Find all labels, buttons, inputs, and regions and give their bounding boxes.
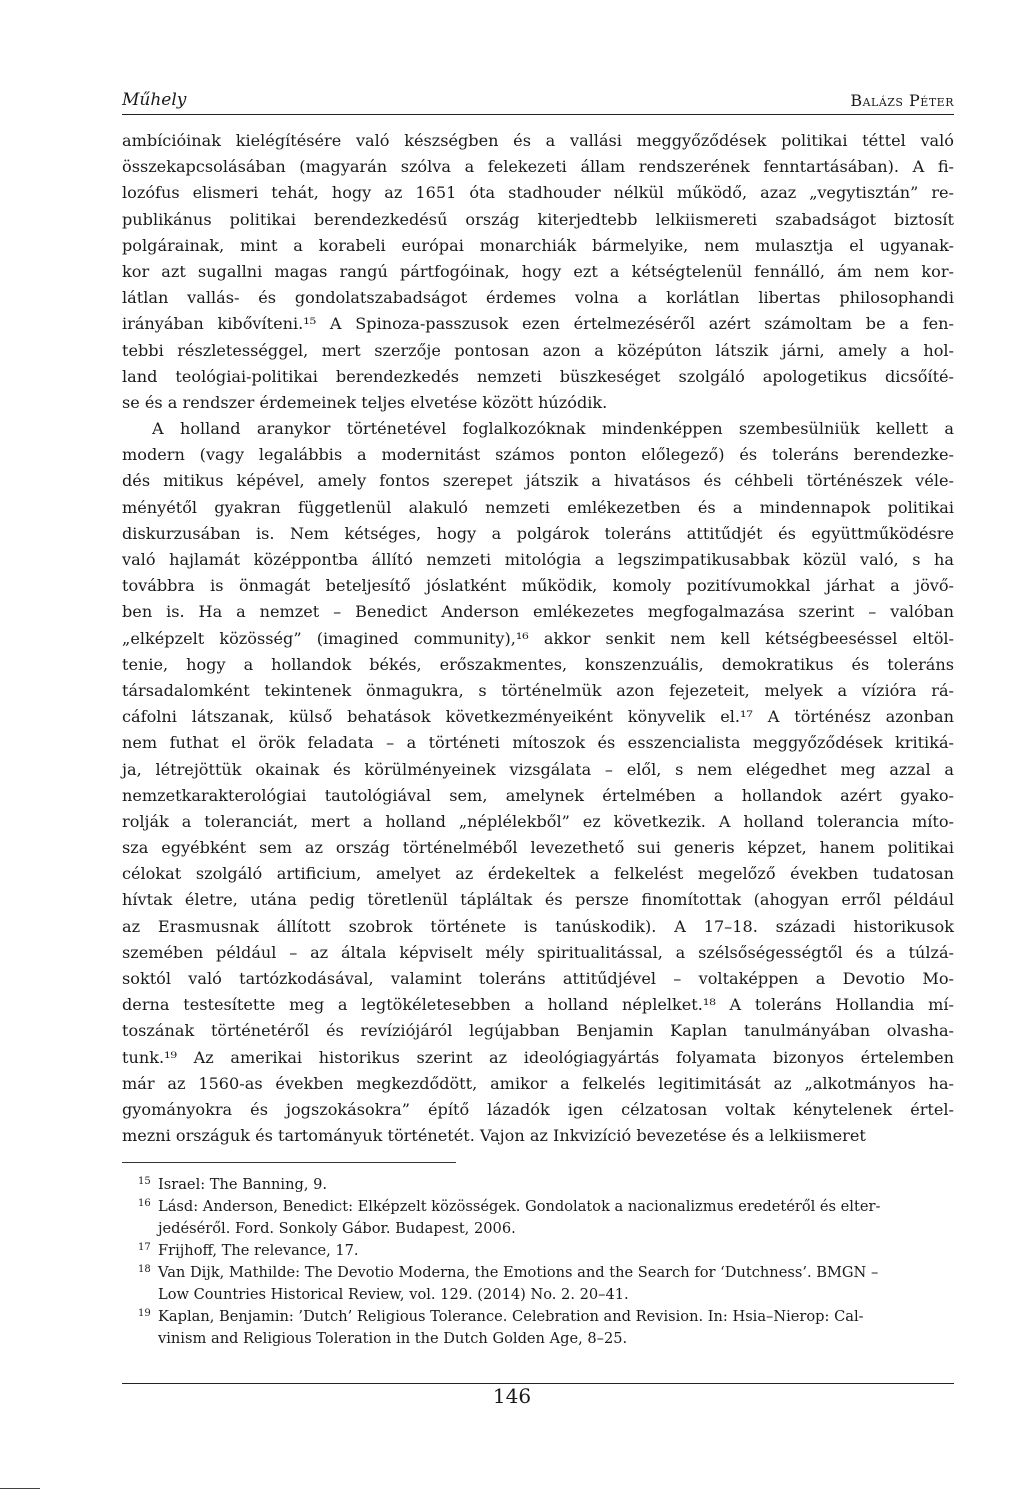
footnote-number: 18 (138, 1264, 151, 1275)
body-text (122, 128, 954, 1149)
footnote-number: 17 (138, 1242, 151, 1253)
author-name: Balázs Péter (850, 91, 954, 110)
footnote (122, 1196, 954, 1240)
text-line: lozófus elismeri tehát, hogy az 1651 óta stadhouder nélkül működő, azaz „vegytisztán” re- (122, 183, 954, 203)
footnote-text: vinism and Religious Toleration in the Dutch Golden Age, 8–25. (158, 1330, 628, 1347)
footnote-text: Frijhoff, The relevance, 17. (158, 1242, 359, 1259)
text-line: gyományokra és jogszokásokra” építő lázadók igen célzatosan voltak kénytelenek értel- (122, 1099, 954, 1119)
text-line: polgárainak, mint a korabeli európai monarchiák bármelyike, nem mulasztja el ugyanak- (122, 235, 954, 255)
text-line: hívtak életre, utána pedig töretlenül tápláltak és persze finomítottak (ahogyan erről például (122, 890, 954, 910)
text-line: társadalomként tekintenek önmagukra, s történelmük azon fejezeteit, melyek a vízióra rá- (122, 680, 954, 700)
footnote (122, 1306, 954, 1350)
footnote-text: Low Countries Historical Review, vol. 129. (2014) No. 2. 20–41. (158, 1286, 629, 1303)
footnote (122, 1240, 954, 1262)
text-line: mezni országuk és tartományuk történetét. Vajon az Inkvizíció bevezetése és a lelkiismeret (122, 1126, 866, 1146)
text-line: továbbra is önmagát beteljesítő jóslatként működik, komoly pozitívumokkal járhat a jövő- (122, 576, 954, 596)
footnote (122, 1262, 954, 1306)
text-line: ja, létrejöttük okainak és körülményeinek vizsgálata – elől, s nem elégedhet meg azzal a (122, 759, 954, 779)
paragraphs (122, 128, 954, 1149)
text-line: diskurzusában is. Nem kétséges, hogy a polgárok toleráns attitűdjét és együttműködésre (122, 523, 954, 543)
text-line: ben is. Ha a nemzet – Benedict Anderson emlékezetes megfogalmazása szerint – valóban (122, 602, 954, 622)
text-line: toszának történetéről és revíziójáról legújabban Benjamin Kaplan tanulmányában olvasha- (122, 1021, 954, 1041)
text-line: dés mitikus képével, amely fontos szerepet játszik a hivatásos és céhbeli történészek véle- (122, 471, 954, 491)
text-line: modern (vagy legalábbis a modernitást számos ponton előlegező) és toleráns berendezke- (122, 445, 954, 465)
text-line: való hajlamát középpontba állító nemzeti mitológia a legszimpatikusabbak közül való, s ha (122, 550, 954, 569)
text-line: rolják a toleranciát, mert a holland „néplélekből” ez következik. A holland tolerancia míto- (122, 811, 954, 831)
footnote-number: 15 (138, 1176, 151, 1187)
text-line: se és a rendszer érdemeinek teljes elvetése között húzódik. (122, 392, 608, 412)
text-line: tebbi részletességgel, mert szerzője pontosan azon a középúton látszik járni, amely a hol- (122, 340, 954, 360)
section-title: Műhely (122, 90, 187, 110)
text-line: sza egyébként sem az ország történelméből levezethető sui generis képzet, hanem politikai (122, 838, 954, 858)
text-line: derna testesítette meg a legtökéletesebben a holland néplelket.¹⁸ A toleráns Hollandia mí- (122, 995, 954, 1015)
text-line: „elképzelt közösség” (imagined community),¹⁶ akkor senkit nem kell kétségbeeséssel eltöl- (122, 628, 954, 648)
footnote-text: Kaplan, Benjamin: ’Dutch’ Religious Tolerance. Celebration and Revision. In: Hsia–Nierop: Cal- (158, 1308, 864, 1325)
footnote-number: 16 (138, 1198, 151, 1209)
text-line: látlan vallás- és gondolatszabadságot érdemes volna a korlátlan libertas philosophandi (122, 288, 954, 308)
footnote (122, 1174, 954, 1196)
page-number: 146 (492, 1384, 532, 1408)
text-line: ményétől gyakran függetlenül alakuló nemzeti emlékezetben és a mindennapok politikai (122, 497, 954, 517)
text-line: az Erasmusnak állított szobrok története is tanúskodik). A 17–18. századi historikusok (122, 916, 954, 936)
text-line: irányában kibővíteni.¹⁵ A Spinoza-passzusok ezen értelmezéséről azért számoltam be a fen- (122, 314, 954, 334)
text-line: A holland aranykor történetével foglalkozóknak mindenképpen szembesülniük kellett a (152, 419, 954, 439)
text-line: land teológiai-politikai berendezkedés nemzeti büszkeséget szolgáló apologetikus dicsőíté- (122, 366, 954, 386)
footnote-text: Van Dijk, Mathilde: The Devotio Moderna, the Emotions and the Search for ‘Dutchness’. BMGN – (158, 1264, 879, 1281)
footnote-text: Lásd: Anderson, Benedict: Elképzelt közösségek. Gondolatok a nacionalizmus eredetéről és elter- (158, 1198, 881, 1215)
footnote-number: 19 (138, 1308, 151, 1319)
text-line: már az 1560-as években megkezdődött, amikor a felkelés legitimitását az „alkotmányos ha- (122, 1073, 954, 1093)
text-line: nem futhat el örök feladata – a történeti mítoszok és esszencialista meggyőződések kritiká- (122, 733, 954, 753)
text-line: szemében például – az általa képviselt mély spiritualitással, a szélsőségességtől és a túlzá- (122, 942, 954, 962)
footnotes (122, 1174, 954, 1350)
footnote-text: jedéséről. Ford. Sonkoly Gábor. Budapest, 2006. (158, 1220, 516, 1237)
text-line: kor azt sugallni magas rangú pártfogóinak, hogy ezt a kétségtelenül fennálló, ám nem kor- (122, 261, 954, 281)
scan-mark (0, 1488, 40, 1489)
text-line: nemzetkarakterológiai tautológiával sem, amelynek értelmében a hollandok azért gyako- (122, 785, 954, 805)
running-header (122, 88, 954, 115)
text-line: publikánus politikai berendezkedésű ország kiterjedtebb lelkiismereti szabadságot biztosít (122, 209, 954, 229)
text-line: célokat szolgáló artificium, amelyet az érdekeltek a felkelést megelőző években tudatosan (122, 864, 954, 884)
text-line: összekapcsolásában (magyarán szólva a felekezeti állam rendszerének fenntartásában). A fi- (122, 157, 954, 177)
text-line: tunk.¹⁹ Az amerikai historikus szerint az ideológiagyártás folyamata bizonyos értelemben (122, 1047, 954, 1067)
footnote-text: Israel: The Banning, 9. (158, 1176, 328, 1193)
text-line: ambícióinak kielégítésére való készségben és a vallási meggyőződések politikai téttel való (122, 131, 954, 150)
footnote-rule (122, 1162, 456, 1163)
text-line: cáfolni látszanak, külső behatások következményeiként könyvelik el.¹⁷ A történész azonban (122, 707, 954, 727)
text-line: soktól való tartózkodásával, valamint toleráns attitűdjével – voltaképpen a Devotio Mo- (122, 969, 954, 988)
text-line: tenie, hogy a hollandok békés, erőszakmentes, konszenzuális, demokratikus és toleráns (122, 654, 954, 674)
